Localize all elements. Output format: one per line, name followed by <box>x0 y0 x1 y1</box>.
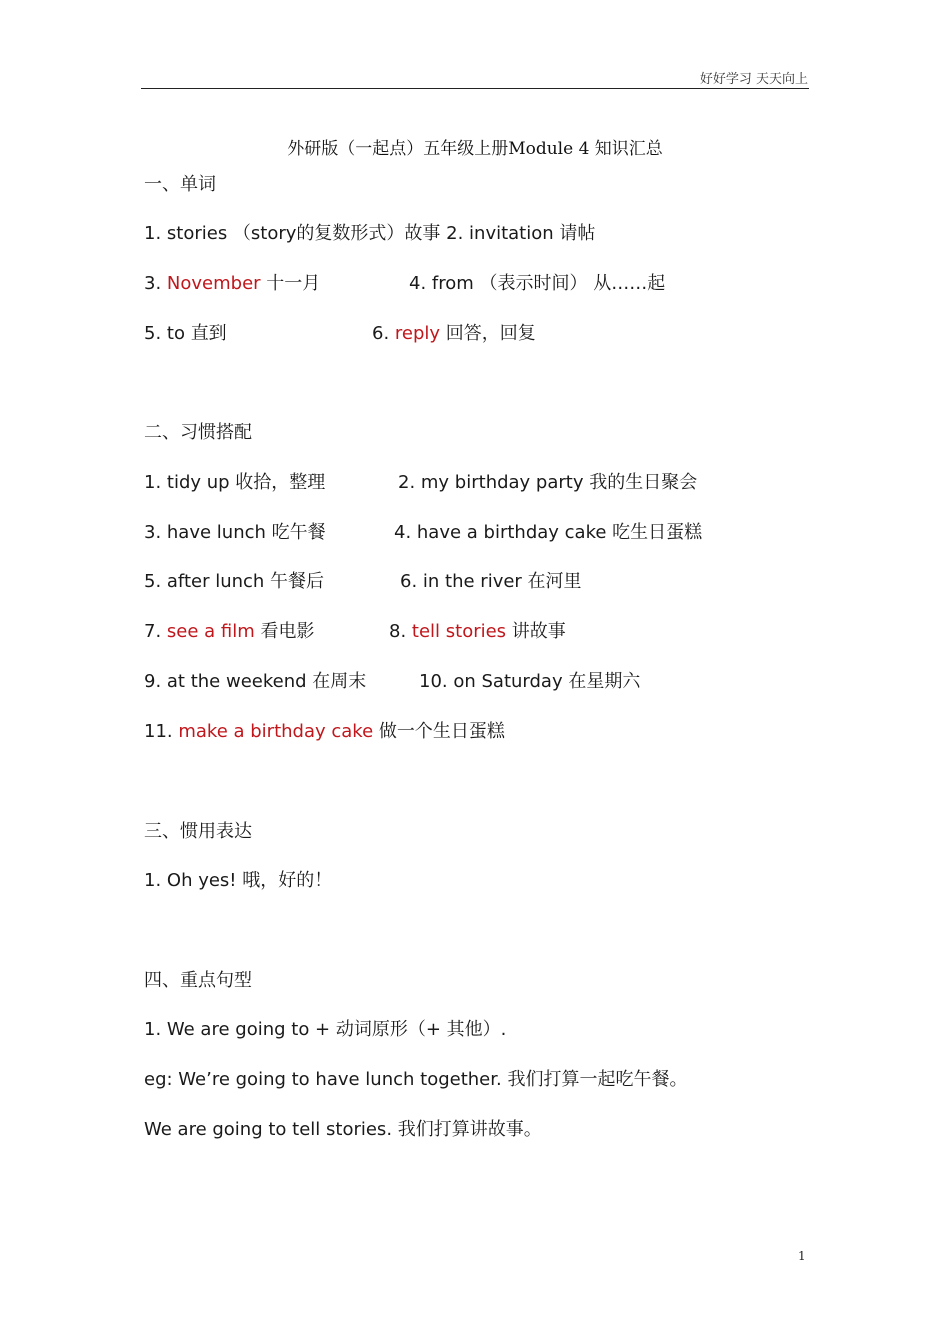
vocab-row-2 <box>144 272 666 296</box>
section-heading-sentences: 四、重点句型 <box>144 970 252 991</box>
item-number: 6. <box>372 323 395 344</box>
phrase-item-10: 10. on Saturday 在星期六 <box>419 671 641 692</box>
phrase-item-7 <box>144 621 315 642</box>
phrase-item-8 <box>389 620 566 644</box>
phrase-item-6: 6. in the river 在河里 <box>400 571 582 592</box>
phrase-row-1 <box>144 471 698 495</box>
phrase-item-4: 4. have a birthday cake 吃生日蛋糕 <box>394 522 703 543</box>
item-number: 8. <box>389 621 412 642</box>
vocab-item-4: 4. from （表示时间） 从……起 <box>409 273 666 294</box>
page-header-text: 好好学习 天天向上 <box>699 72 808 87</box>
item-meaning: 看电影 <box>254 621 315 642</box>
phrase-row-5 <box>144 670 641 694</box>
highlight-word: tell stories <box>411 621 507 642</box>
vocab-item-1-2: 1. stories （story的复数形式）故事 2. invitation 请帖 <box>144 223 596 244</box>
phrase-item-5: 5. after lunch 午餐后 <box>144 571 325 592</box>
item-number: 11. <box>144 721 179 742</box>
sentence-row-2: eg: We’re going to have lunch together. 我们打算一起吃午餐。 <box>144 1069 688 1090</box>
phrase-item-2: 2. my birthday party 我的生日聚会 <box>398 472 698 493</box>
phrase-row-4 <box>144 620 566 644</box>
highlight-word: make a birthday cake <box>178 721 374 742</box>
item-meaning: 回答，回复 <box>440 323 536 344</box>
section-heading-vocab: 一、单词 <box>144 174 216 195</box>
item-meaning: 十一月 <box>260 273 321 294</box>
phrase-item-3: 3. have lunch 吃午餐 <box>144 522 326 543</box>
item-number: 3. <box>144 273 167 294</box>
item-number: 7. <box>144 621 167 642</box>
vocab-item-6 <box>372 322 536 346</box>
vocab-item-3 <box>144 273 320 294</box>
vocab-item-5: 5. to 直到 <box>144 323 227 344</box>
expression-row-1: 1. Oh yes! 哦，好的！ <box>144 870 333 891</box>
highlight-word: November <box>166 273 261 294</box>
vocab-row-3 <box>144 322 536 346</box>
vocab-row-1 <box>144 222 595 246</box>
section-heading-phrases: 二、习惯搭配 <box>144 422 252 443</box>
page-number: 1 <box>798 1249 806 1263</box>
phrase-row-6 <box>144 720 505 744</box>
header-rule <box>141 88 809 89</box>
sentence-row-1: 1. We are going to + 动词原形（+ 其他）. <box>144 1019 507 1040</box>
item-meaning: 做一个生日蛋糕 <box>373 721 505 742</box>
phrase-item-11 <box>144 721 505 742</box>
phrase-row-2 <box>144 521 703 545</box>
phrase-row-3 <box>144 570 582 594</box>
phrase-item-9: 9. at the weekend 在周末 <box>144 671 367 692</box>
sentence-row-3: We are going to tell stories. 我们打算讲故事。 <box>144 1119 542 1140</box>
highlight-word: see a film <box>166 621 255 642</box>
document-title: 外研版（一起点）五年级上册Module 4 知识汇总 <box>287 139 663 159</box>
phrase-item-1: 1. tidy up 收拾，整理 <box>144 472 326 493</box>
highlight-word: reply <box>394 323 441 344</box>
item-meaning: 讲故事 <box>506 621 566 642</box>
section-heading-expressions: 三、惯用表达 <box>144 821 252 842</box>
